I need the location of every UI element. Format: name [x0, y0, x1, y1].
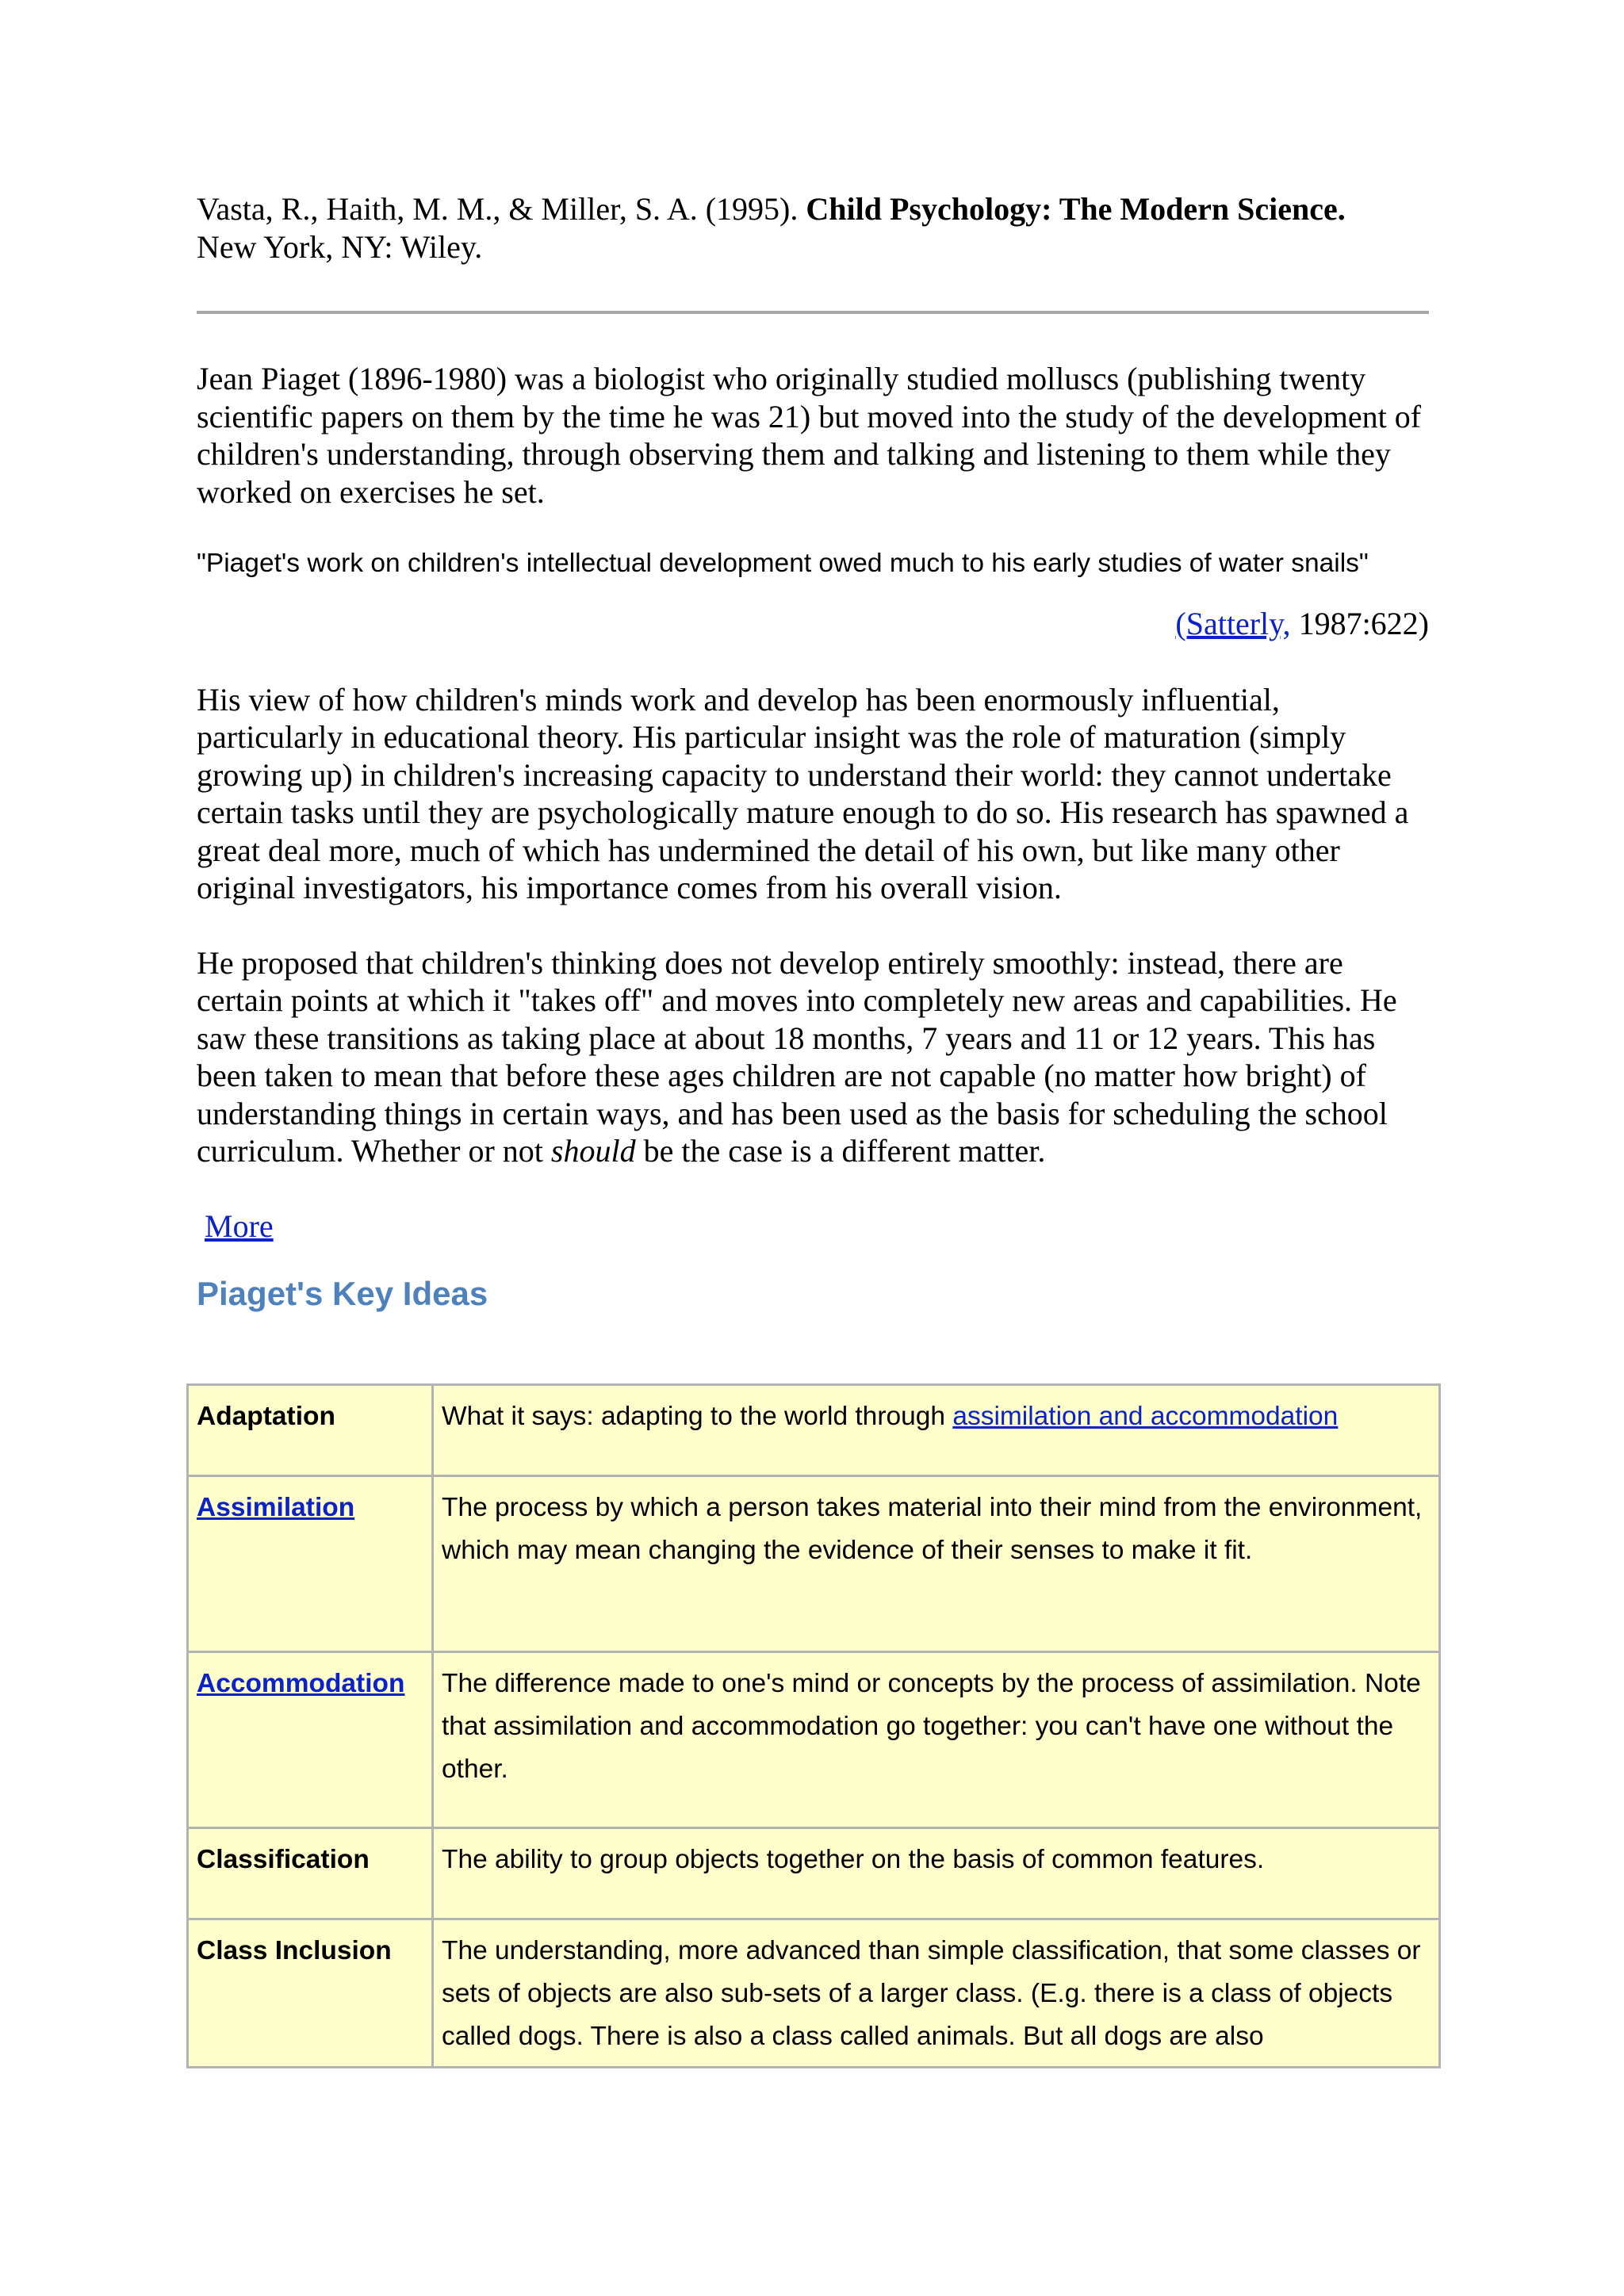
table-row — [188, 1652, 1440, 1828]
term-accommodation-link[interactable]: Accommodation — [197, 1669, 405, 1698]
definition-cell — [433, 1828, 1440, 1919]
stages-paragraph-emphasis: should — [550, 1133, 636, 1169]
definition-cell — [433, 1385, 1440, 1476]
document-page — [197, 190, 1434, 1314]
term-assimilation-link[interactable]: Assimilation — [197, 1493, 355, 1522]
term-cell — [188, 1476, 433, 1652]
more-line — [205, 1207, 1434, 1246]
term-class-inclusion: Class Inclusion — [197, 1936, 392, 1965]
table-row — [188, 1828, 1440, 1919]
table-row — [188, 1385, 1440, 1476]
more-link[interactable]: More — [205, 1207, 274, 1244]
influence-paragraph: His view of how children's minds work and develop has been enormously influential, particularly in educational theory. His particular insight was the role of maturation (simply growing up) in children's increasing capacity to understand their world: they cannot undertake certain tasks until they are psychologically mature enough to do so. His research has spawned a great deal more, much of which has undermined the detail of his own, but like many other original investigators, his importance comes from his overall vision. — [197, 681, 1409, 905]
term-cell — [188, 1652, 433, 1828]
definition-cell — [433, 1919, 1440, 2068]
reference-title: Child Psychology: The Modern Science. — [806, 191, 1346, 227]
intro-paragraph: Jean Piaget (1896-1980) was a biologist who originally studied molluscs (publishing twenty scientific papers on them by the time he was 21) but moved into the study of the development of children's understanding, through observing them and talking and listening to them while they worked on exercises he set. — [197, 361, 1422, 510]
definition-cell — [433, 1652, 1440, 1828]
definition-cell — [433, 1476, 1440, 1652]
definition-class-inclusion: The understanding, more advanced than simple classification, that some classes or sets of objects are also sub-sets of a larger class. (E.g. there is a class of objects called dogs. There is also a class called animals. But all dogs are also — [442, 1936, 1421, 2051]
assimilation-accommodation-link[interactable]: assimilation and accommodation — [952, 1402, 1339, 1431]
reference-citation — [197, 190, 1434, 266]
stages-paragraph-start: He proposed that children's thinking does not develop entirely smoothly: instead, there are certain points at which it "takes off" and moves into completely new areas and capabilities. He saw these transitions as taking place at about 18 months, 7 years and 11 or 12 years. This has been taken to mean that before these ages children are not capable (no matter how bright) of understanding things in certain ways, and has been used as the basis for scheduling the school curriculum. Whether or not — [197, 944, 1397, 1169]
definition-accommodation: The difference made to one's mind or concepts by the process of assimilation. Note that assimilation and accommodation go together: you can't have one without the other. — [442, 1669, 1421, 1784]
citation-year-page: 1987:622) — [1290, 606, 1429, 641]
stages-paragraph — [197, 944, 1434, 1170]
key-ideas-table — [186, 1383, 1441, 2068]
satterly-citation-link[interactable]: (Satterly, — [1175, 606, 1291, 641]
table-row — [188, 1919, 1440, 2068]
definition-classification: The ability to group objects together on the basis of common features. — [442, 1845, 1265, 1874]
term-classification: Classification — [197, 1845, 370, 1874]
term-adaptation: Adaptation — [197, 1402, 335, 1431]
table-row — [188, 1476, 1440, 1652]
reference-authors-year: Vasta, R., Haith, M. M., & Miller, S. A. (1995). — [197, 191, 806, 227]
term-cell — [188, 1828, 433, 1919]
definition-adaptation: What it says: adapting to the world through — [442, 1402, 953, 1431]
horizontal-rule — [197, 311, 1429, 314]
quote-citation — [197, 605, 1429, 643]
section-heading: Piaget's Key Ideas — [197, 1275, 488, 1312]
quote-text: "Piaget's work on children's intellectual development owed much to his early studies of water snails" — [197, 549, 1369, 578]
term-cell — [188, 1385, 433, 1476]
definition-assimilation: The process by which a person takes material into their mind from the environment, which may mean changing the evidence of their senses to make it fit. — [442, 1493, 1423, 1565]
stages-paragraph-end: be the case is a different matter. — [635, 1133, 1046, 1169]
term-cell — [188, 1919, 433, 2068]
reference-publisher: New York, NY: Wiley. — [197, 228, 483, 265]
